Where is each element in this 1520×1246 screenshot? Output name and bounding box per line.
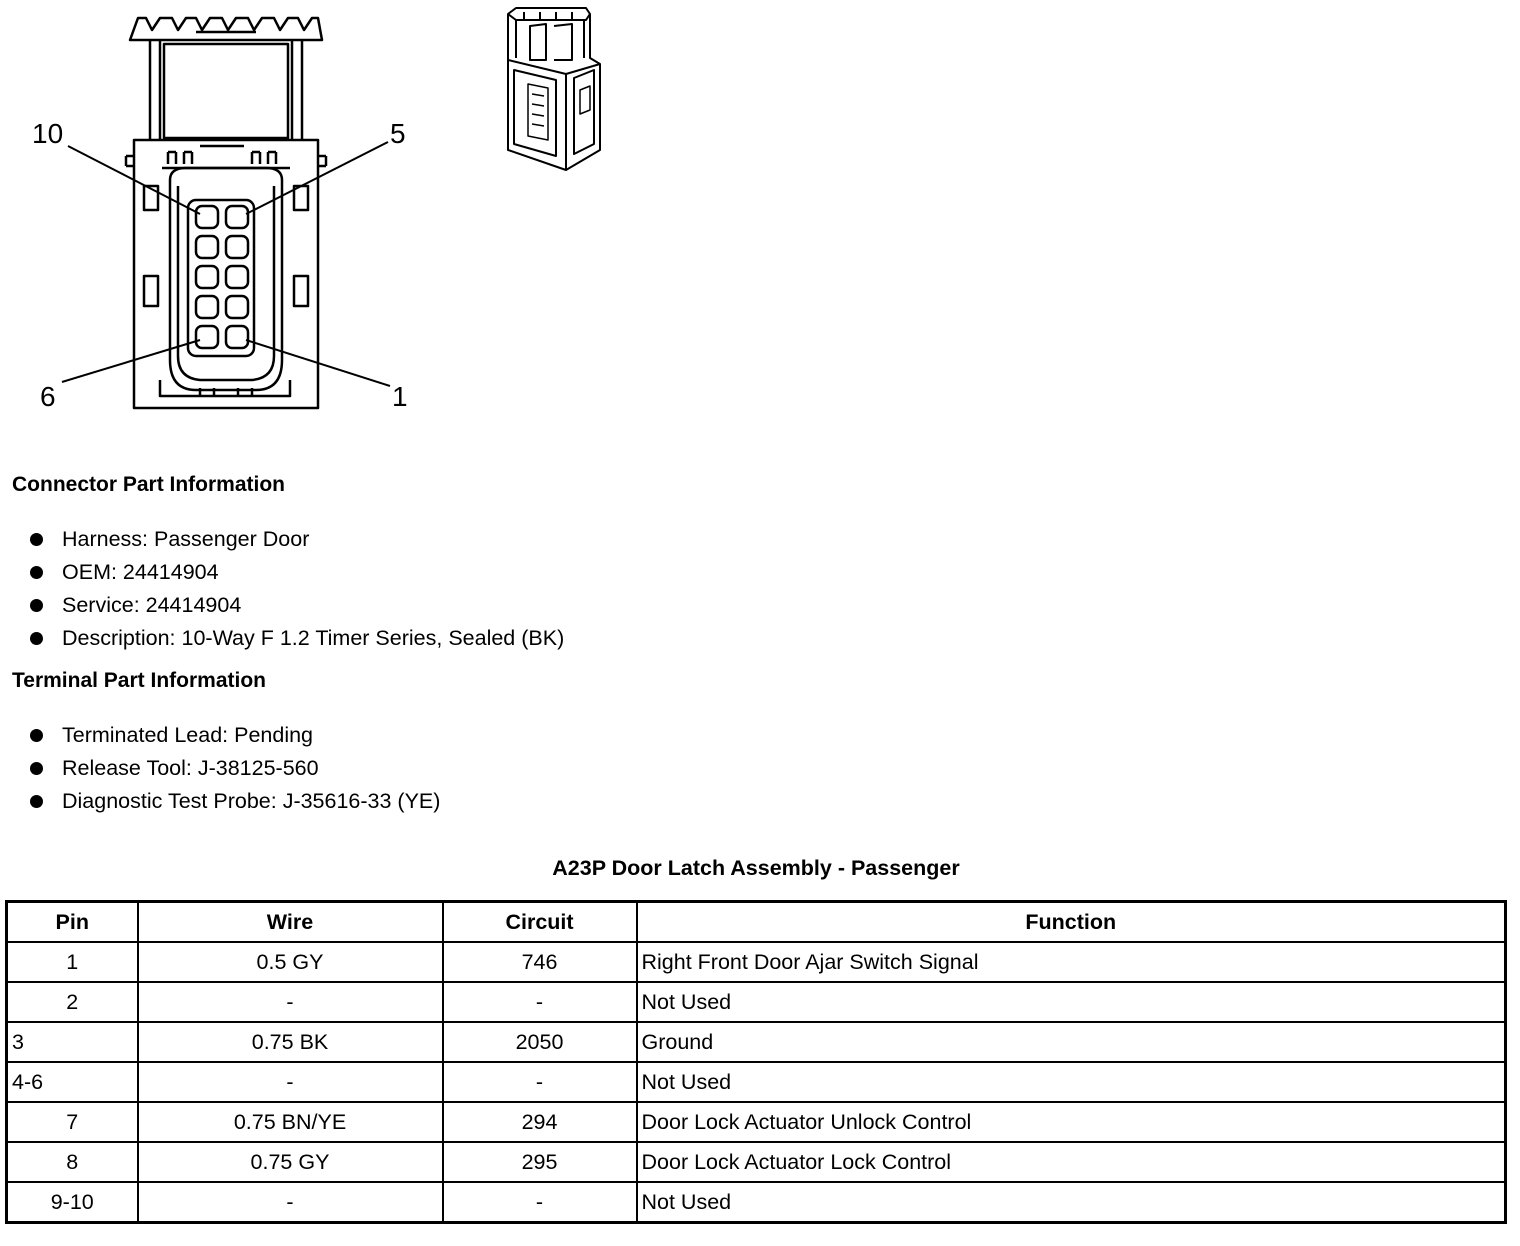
cell-circuit: 295 <box>443 1142 637 1182</box>
header-wire: Wire <box>138 902 443 943</box>
cell-pin: 1 <box>7 942 138 982</box>
terminal-info-lead: Terminated Lead: Pending <box>28 719 440 752</box>
terminal-info-test-probe: Diagnostic Test Probe: J-35616-33 (YE) <box>28 785 440 818</box>
cell-function: Not Used <box>637 982 1506 1022</box>
header-pin: Pin <box>7 902 138 943</box>
terminal-info-list <box>28 719 440 818</box>
terminal-info-heading: Terminal Part Information <box>12 669 266 692</box>
table-row <box>7 982 1506 1022</box>
connector-info-heading: Connector Part Information <box>12 473 286 496</box>
cell-wire: 0.5 GY <box>138 942 443 982</box>
connector-info-service: Service: 24414904 <box>28 589 564 622</box>
table-row <box>7 1182 1506 1223</box>
table-row <box>7 1142 1506 1182</box>
cell-wire: - <box>138 982 443 1022</box>
cell-function: Right Front Door Ajar Switch Signal <box>637 942 1506 982</box>
callout-pin-6: 6 <box>40 381 56 412</box>
connector-info-oem: OEM: 24414904 <box>28 556 564 589</box>
terminal-info-release-tool: Release Tool: J-38125-560 <box>28 752 440 785</box>
cell-function: Not Used <box>637 1062 1506 1102</box>
cell-function: Door Lock Actuator Unlock Control <box>637 1102 1506 1142</box>
cell-circuit: - <box>443 1182 637 1223</box>
cell-circuit: 294 <box>443 1102 637 1142</box>
connector-diagram <box>0 0 660 420</box>
connector-info-list <box>28 523 564 655</box>
cell-circuit: 746 <box>443 942 637 982</box>
cell-pin: 8 <box>7 1142 138 1182</box>
cell-function: Door Lock Actuator Lock Control <box>637 1142 1506 1182</box>
cell-pin: 4-6 <box>7 1062 138 1102</box>
cell-wire: 0.75 GY <box>138 1142 443 1182</box>
pinout-table <box>5 900 1507 1224</box>
cell-pin: 9-10 <box>7 1182 138 1223</box>
table-row <box>7 1022 1506 1062</box>
cell-circuit: - <box>443 982 637 1022</box>
callout-pin-5: 5 <box>390 118 406 149</box>
table-header-row <box>7 902 1506 943</box>
cell-pin: 7 <box>7 1102 138 1142</box>
cell-pin: 2 <box>7 982 138 1022</box>
cell-function: Ground <box>637 1022 1506 1062</box>
header-function: Function <box>637 902 1506 943</box>
header-circuit: Circuit <box>443 902 637 943</box>
table-title: A23P Door Latch Assembly - Passenger <box>552 856 960 880</box>
callout-pin-1: 1 <box>392 381 408 412</box>
cell-wire: 0.75 BN/YE <box>138 1102 443 1142</box>
connector-info-harness: Harness: Passenger Door <box>28 523 564 556</box>
cell-wire: 0.75 BK <box>138 1022 443 1062</box>
table-row <box>7 1102 1506 1142</box>
connector-info-description: Description: 10-Way F 1.2 Timer Series, Sealed (BK) <box>28 622 564 655</box>
cell-circuit: - <box>443 1062 637 1102</box>
callout-pin-10: 10 <box>32 118 64 149</box>
cell-wire: - <box>138 1062 443 1102</box>
cell-function: Not Used <box>637 1182 1506 1223</box>
cell-wire: - <box>138 1182 443 1223</box>
cell-circuit: 2050 <box>443 1022 637 1062</box>
cell-pin: 3 <box>7 1022 138 1062</box>
connector-3d-view <box>508 8 600 170</box>
table-row <box>7 942 1506 982</box>
table-row <box>7 1062 1506 1102</box>
